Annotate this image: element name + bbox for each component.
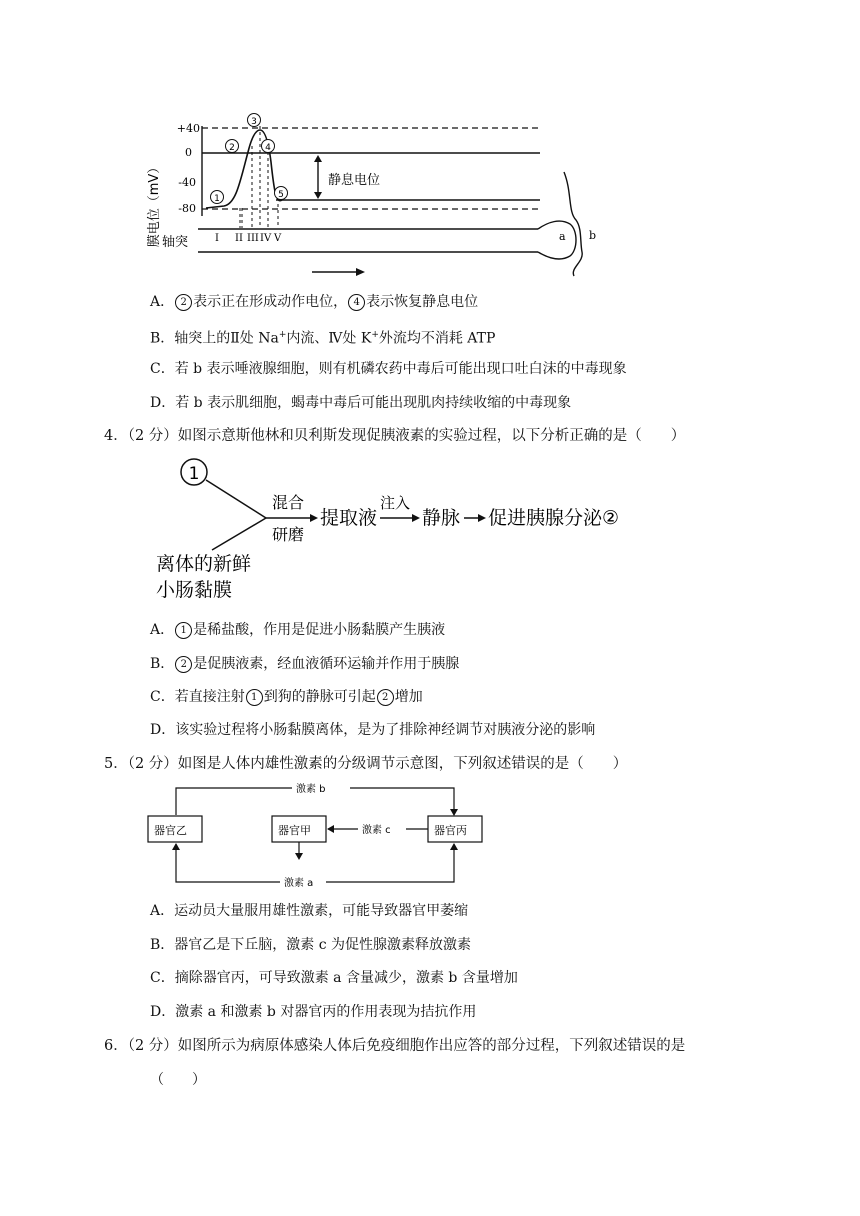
tick-0: 0	[185, 146, 192, 159]
membrane-potential-figure	[140, 112, 610, 280]
source-line1: 离体的新鲜	[156, 553, 252, 575]
q4-option-b[interactable]: B． 2 是促胰液素，经血液循环运输并作用于胰腺	[150, 656, 460, 672]
circled-2: 2	[175, 294, 192, 311]
q5-option-b[interactable]: B．器官乙是下丘脑，激素 c 为促性腺激素释放激素	[150, 937, 472, 953]
source-line2: 小肠黏膜	[156, 579, 233, 601]
q4-option-a[interactable]: A． 1 是稀盐酸，作用是促进小肠黏膜产生胰液	[150, 622, 446, 638]
q3-option-d[interactable]: D．若 b 表示肌细胞，蝎毒中毒后可能出现肌肉持续收缩的中毒现象	[150, 395, 572, 411]
hormone-regulation-diagram	[140, 778, 480, 890]
q4-stem: 4．（2 分）如图示意斯他林和贝利斯发现促胰液素的实验过程，以下分析正确的是（ ）	[104, 428, 686, 444]
q3-option-b[interactable]: B．轴突上的Ⅱ处 Na+内流、Ⅳ处 K+外流均不消耗 ATP	[150, 330, 496, 347]
q5-option-c[interactable]: C．摘除器官丙，可导致激素 a 含量减少，激素 b 含量增加	[150, 970, 518, 986]
q3-option-c[interactable]: C．若 b 表示唾液腺细胞，则有机磷农药中毒后可能出现口吐白沫的中毒现象	[150, 361, 627, 377]
svg-text:5: 5	[278, 190, 284, 200]
svg-text:2: 2	[229, 143, 235, 153]
axon-label: 轴突	[162, 235, 189, 250]
circled-2: 2	[377, 689, 394, 706]
q3-option-a[interactable]: A． 2 表示正在形成动作电位， 4 表示恢复静息电位	[150, 294, 479, 310]
pos-II: II	[235, 233, 243, 244]
marker-1	[211, 191, 224, 205]
circled-1: 1	[175, 622, 192, 639]
q5-stem: 5．（2 分）如图是人体内雄性激素的分级调节示意图，下列叙述错误的是（ ）	[104, 756, 628, 772]
organ-jia-label: 器官甲	[278, 824, 311, 837]
inject-label: 注入	[380, 494, 411, 512]
q6-stem: 6．（2 分）如图所示为病原体感染人体后免疫细胞作出应答的部分过程，下列叙述错误的是	[104, 1038, 686, 1054]
q6-paren: （ ）	[150, 1072, 206, 1088]
vein-label: 静脉	[422, 507, 461, 529]
pos-V: V	[274, 233, 282, 244]
marker-5	[275, 187, 288, 201]
q5-option-a[interactable]: A．运动员大量服用雄性激素，可能导致器官甲萎缩	[150, 903, 469, 919]
pos-III: III	[247, 233, 259, 244]
svg-text:1: 1	[214, 194, 220, 204]
label-a: a	[559, 230, 566, 243]
tick-minus40: -40	[178, 176, 196, 189]
mix-label: 混合	[272, 493, 305, 512]
label-b: b	[589, 229, 597, 242]
hormone-a-label: 激素 a	[284, 878, 314, 889]
tick-minus80: -80	[178, 202, 196, 215]
svg-text:3: 3	[251, 117, 257, 127]
marker-2	[226, 140, 239, 154]
resting-label: 静息电位	[328, 173, 381, 188]
pos-I: I	[215, 233, 219, 244]
q4-option-c[interactable]: C．若直接注射 1 到狗的静脉可引起 2 增加	[150, 689, 423, 705]
svg-text:4: 4	[265, 143, 271, 153]
svg-text:1: 1	[188, 464, 200, 484]
hormone-c-label: 激素 c	[362, 825, 391, 836]
circled-4: 4	[348, 294, 365, 311]
marker-4	[262, 140, 275, 154]
organ-yi-label: 器官乙	[154, 824, 187, 837]
organ-bing-label: 器官丙	[434, 824, 467, 837]
circled-1: 1	[246, 689, 263, 706]
extract-label: 提取液	[320, 507, 378, 529]
q5-option-d[interactable]: D．激素 a 和激素 b 对器官丙的作用表现为拮抗作用	[150, 1004, 477, 1020]
ylabel: 膜电位（mV）	[147, 160, 162, 248]
grind-label: 研磨	[272, 525, 305, 544]
tick-plus40: +40	[176, 122, 200, 135]
diagram-marker-1	[181, 459, 207, 485]
hormone-b-label: 激素 b	[296, 784, 326, 795]
secretin-experiment-diagram	[156, 452, 648, 612]
promote-label: 促进胰腺分泌②	[488, 507, 620, 529]
q4-option-d[interactable]: D．该实验过程将小肠黏膜离体，是为了排除神经调节对胰液分泌的影响	[150, 722, 596, 738]
pos-IV: IV	[260, 233, 272, 244]
circled-2: 2	[175, 656, 192, 673]
marker-3	[248, 114, 261, 128]
